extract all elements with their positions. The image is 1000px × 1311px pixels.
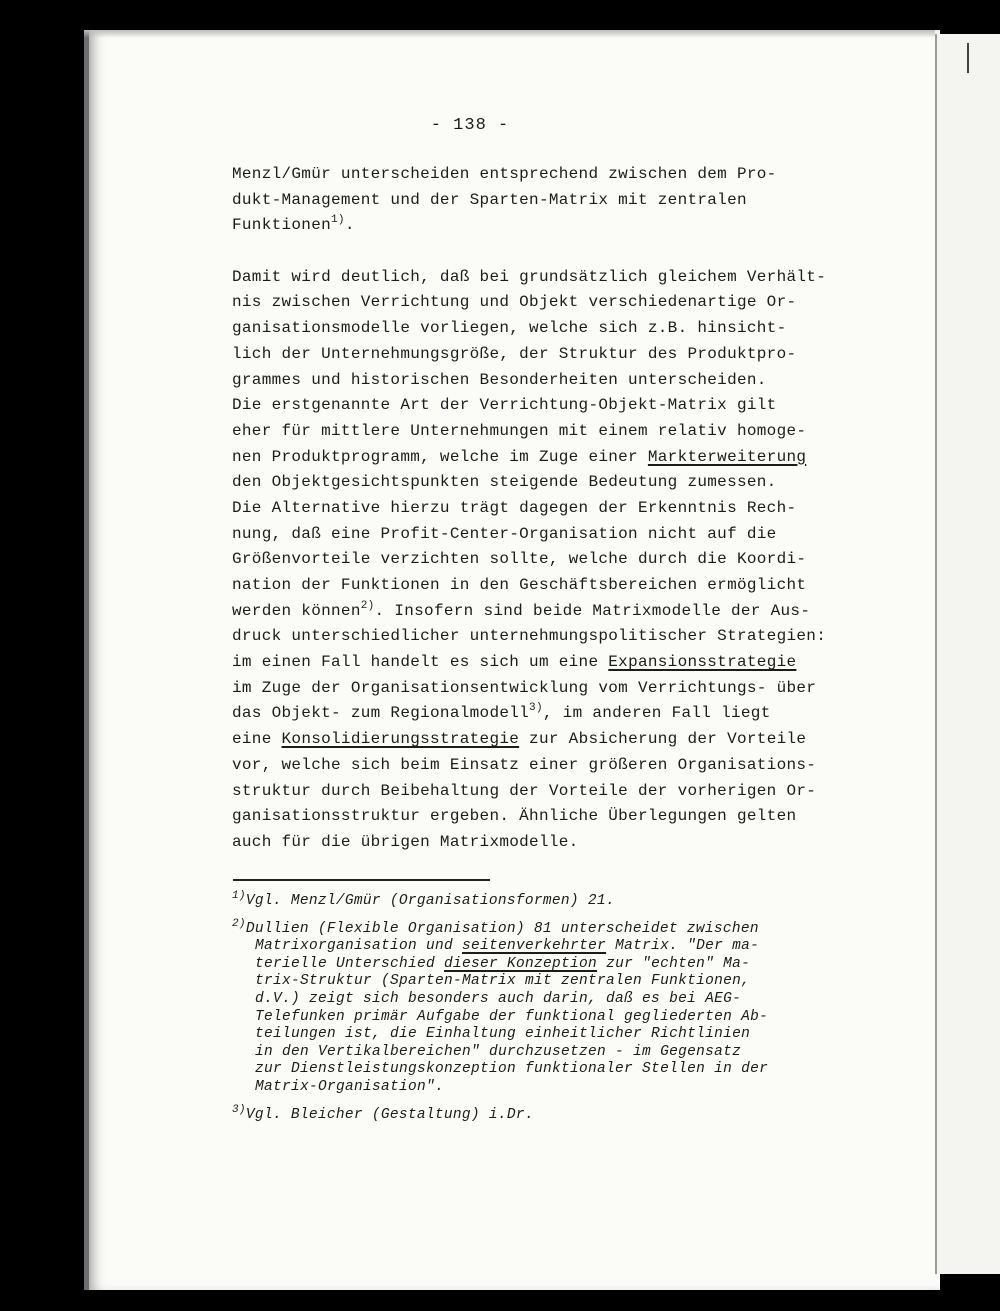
text-segment: eine <box>232 730 282 749</box>
main-text <box>232 162 852 856</box>
footnote-line: zur Dienstleistungskonzeption funktionaler Stellen in der <box>255 1061 769 1078</box>
text-line: nation der Funktionen in den Geschäftsbereichen ermöglicht <box>232 576 807 594</box>
underlined-term: seitenverkehrter <box>462 938 607 955</box>
text-segment: . Insofern sind beide Matrixmodelle der Aus- <box>374 601 811 620</box>
text-segment: zur Absicherung der Vorteile <box>519 730 807 749</box>
text-line: Die Alternative hierzu trägt dagegen der Erkenntnis Rech- <box>232 498 797 517</box>
footnote-number: 2) <box>232 917 246 930</box>
footnote-line: trix-Struktur (Sparten-Matrix mit zentralen Funktionen, <box>255 973 751 990</box>
text-line: auch für die übrigen Matrixmodelle. <box>232 832 579 851</box>
text-line <box>232 445 852 471</box>
text-line: nung, daß eine Profit-Center-Organisation nicht auf die <box>232 524 777 543</box>
text-segment: nen Produktprogramm, welche im Zuge einer <box>232 447 648 466</box>
footnote-line: teilungen ist, die Einhaltung einheitlicher Richtlinien <box>255 1026 751 1043</box>
footnote-3 <box>232 1103 852 1125</box>
footnote-gap <box>232 911 852 921</box>
footnote-text: terielle Unterschied <box>255 955 445 972</box>
footnote-line: Matrix-Organisation". <box>255 1078 445 1095</box>
footnote-ref-3: 3) <box>529 702 543 715</box>
text-line: ganisationsmodelle vorliegen, welche sich z.B. hinsicht- <box>232 319 787 338</box>
underlined-term: Expansionsstrategie <box>608 653 797 672</box>
page-top-shadow <box>84 30 935 38</box>
text-line: ganisationsstruktur ergeben. Ähnliche Überlegungen gelten <box>232 807 797 826</box>
footnote-text: Dullien (Flexible Organisation) 81 unterscheidet zwischen <box>245 920 759 937</box>
footnote-text: Matrixorganisation und <box>255 938 463 955</box>
underlined-term: Markterweiterung <box>647 447 807 466</box>
footnote-line <box>232 956 852 974</box>
footnotes <box>232 890 852 1124</box>
footnote-separator <box>233 879 490 881</box>
footnote-line <box>232 917 759 937</box>
footnote-text: Vgl. Bleicher (Gestaltung) i.Dr. <box>245 1106 534 1123</box>
footnote-text: Matrix. "Der ma- <box>606 938 760 955</box>
footnote-text: zur "echten" Ma- <box>597 955 751 972</box>
text-line: druck unterschiedlicher unternehmungspolitischer Strategien: <box>232 627 827 646</box>
footnote-line <box>232 938 852 956</box>
text-line: eher für mittlere Unternehmungen mit einem relativ homoge- <box>232 421 807 440</box>
footnote-gap <box>232 1097 852 1107</box>
text-line: struktur durch Beibehaltung der Vorteile der vorherigen Or- <box>232 781 817 800</box>
text-line <box>232 213 852 239</box>
next-page-mark <box>967 43 969 73</box>
next-page-edge <box>935 34 1000 1274</box>
text-line: dukt-Management und der Sparten-Matrix mit zentralen <box>232 190 747 209</box>
footnote-number: 1) <box>232 890 246 902</box>
text-line: Menzl/Gmür unterscheiden entsprechend zwischen dem Pro- <box>232 165 777 183</box>
text-segment: , im anderen Fall liegt <box>542 704 771 723</box>
text-line: Größenvorteile verzichten sollte, welche durch die Koordi- <box>232 550 807 569</box>
text-line <box>232 701 852 727</box>
footnote-ref-2: 2) <box>360 599 375 612</box>
footnote-1 <box>232 890 852 911</box>
text-segment: werden können <box>232 601 361 620</box>
text-line: lich der Unternehmungsgröße, der Struktur des Produktpro- <box>232 344 797 363</box>
footnote-ref-1: 1) <box>331 214 345 227</box>
footnote-line: Telefunken primär Aufgabe der funktional gegliederten Ab- <box>255 1008 769 1025</box>
text-segment: das Objekt- zum Regionalmodell <box>232 704 530 723</box>
text-line: Damit wird deutlich, daß bei grundsätzlich gleichem Verhält- <box>232 267 827 286</box>
text-segment: Funktionen <box>232 216 332 235</box>
text-line: vor, welche sich beim Einsatz einer größeren Organisations- <box>232 755 817 774</box>
footnote-text: Vgl. Menzl/Gmür (Organisationsformen) 21. <box>245 893 615 909</box>
text-line: den Objektgesichtspunkten steigende Bedeutung zumessen. <box>232 473 777 492</box>
text-line: grammes und historischen Besonderheiten unterscheiden. <box>232 370 767 389</box>
footnote-line: d.V.) zeigt sich besonders auch darin, daß es bei AEG- <box>255 990 742 1007</box>
footnote-number: 3) <box>232 1103 246 1116</box>
paragraph-gap <box>232 239 852 265</box>
text-line <box>232 599 852 625</box>
text-segment: im einen Fall handelt es sich um eine <box>232 653 609 672</box>
text-segment: . <box>344 216 355 235</box>
text-line: nis zwischen Verrichtung und Objekt verschiedenartige Or- <box>232 293 797 312</box>
underlined-term: Konsolidierungsstrategie <box>281 730 520 749</box>
text-line: im Zuge der Organisationsentwicklung vom Verrichtungs- über <box>232 678 817 697</box>
footnote-2 <box>232 917 852 1097</box>
text-line <box>232 650 852 676</box>
page-number: - 138 - <box>430 116 510 135</box>
text-line <box>232 727 852 753</box>
text-line: Die erstgenannte Art der Verrichtung-Objekt-Matrix gilt <box>232 396 777 415</box>
footnote-line: in den Vertikalbereichen" durchzusetzen - im Gegensatz <box>255 1043 742 1060</box>
underlined-term: dieser Konzeption <box>444 955 598 972</box>
